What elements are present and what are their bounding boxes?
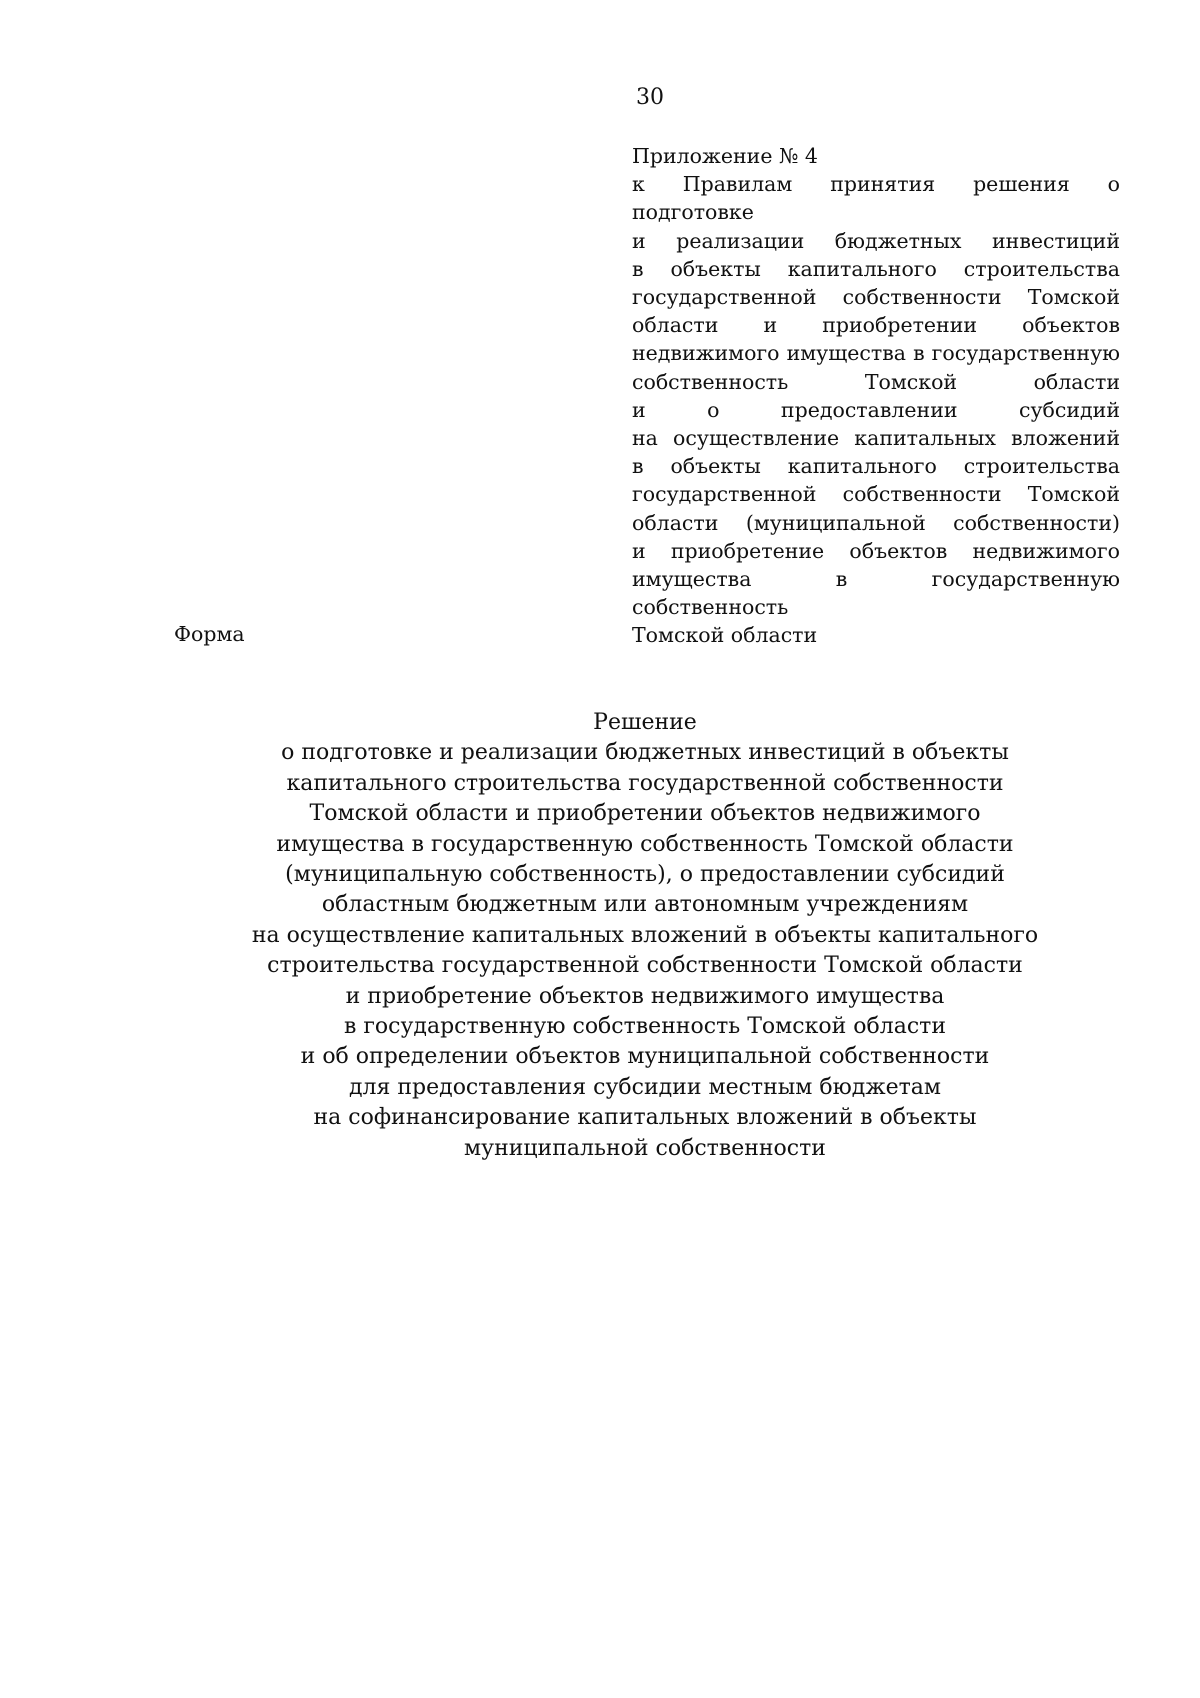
appendix-line: области и приобретении объектов bbox=[632, 313, 1120, 338]
decision-line: капитального строительства государственной собственности bbox=[286, 770, 1004, 796]
decision-block bbox=[0, 708, 1200, 1164]
decision-line: строительства государственной собственности Томской области bbox=[267, 953, 1023, 979]
decision-line: и об определении объектов муниципальной собственности bbox=[300, 1044, 990, 1070]
form-label: Форма bbox=[174, 622, 245, 646]
decision-line: на софинансирование капитальных вложений в объекты bbox=[313, 1105, 977, 1131]
appendix-heading: Приложение № 4 bbox=[632, 144, 818, 168]
decision-line: областным бюджетным или автономным учреждениям bbox=[321, 892, 969, 918]
decision-line: и приобретение объектов недвижимого имущества bbox=[345, 983, 945, 1009]
appendix-line: к Правилам принятия решения о подготовке bbox=[632, 172, 1120, 225]
appendix-line: на осуществление капитальных вложений bbox=[632, 426, 1120, 451]
decision-title: Решение bbox=[593, 710, 697, 735]
appendix-line: и о предоставлении субсидий bbox=[632, 397, 1120, 422]
appendix-line: недвижимого имущества в государственную bbox=[632, 341, 1120, 366]
appendix-line: имущества в государственную собственность bbox=[632, 567, 1120, 620]
appendix-block bbox=[632, 142, 1120, 650]
decision-line: на осуществление капитальных вложений в объекты капитального bbox=[251, 922, 1039, 948]
decision-line: в государственную собственность Томской области bbox=[344, 1014, 946, 1040]
appendix-line: и реализации бюджетных инвестиций bbox=[632, 228, 1120, 253]
decision-line: для предоставления субсидии местным бюджетам bbox=[348, 1074, 941, 1100]
page-number: 30 bbox=[636, 85, 664, 110]
appendix-line: и приобретение объектов недвижимого bbox=[632, 538, 1120, 563]
decision-line: (муниципальную собственность), о предоставлении субсидий bbox=[285, 862, 1005, 888]
appendix-line: государственной собственности Томской bbox=[632, 482, 1120, 507]
appendix-line: в объекты капитального строительства bbox=[632, 256, 1120, 281]
decision-line: о подготовке и реализации бюджетных инвестиций в объекты bbox=[281, 740, 1009, 766]
appendix-line: в объекты капитального строительства bbox=[632, 454, 1120, 479]
decision-line: муниципальной собственности bbox=[464, 1135, 826, 1161]
decision-line: имущества в государственную собственность Томской области bbox=[276, 831, 1014, 857]
appendix-line: собственность Томской области bbox=[632, 369, 1120, 394]
decision-line: Томской области и приобретении объектов недвижимого bbox=[309, 801, 981, 827]
appendix-line: области (муниципальной собственности) bbox=[632, 510, 1120, 535]
appendix-line: государственной собственности Томской bbox=[632, 285, 1120, 310]
appendix-line: Томской области bbox=[632, 623, 818, 648]
